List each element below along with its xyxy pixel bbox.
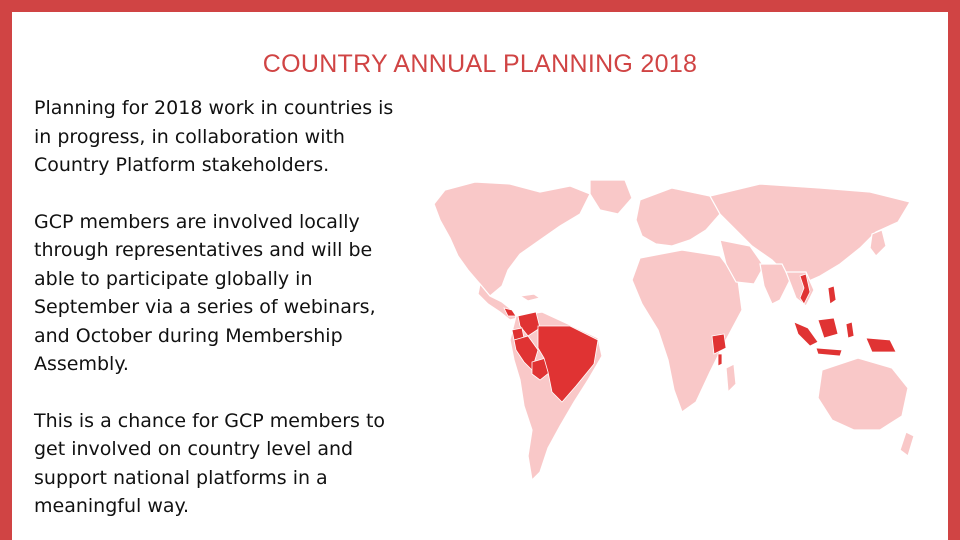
country-indonesia-borneo: [818, 318, 838, 338]
caribbean: [520, 294, 540, 301]
country-indonesia-java: [816, 348, 842, 356]
paragraph-planning: Planning for 2018 work in countries is in progress, in collaboration with Country Platform stakeholders.: [34, 97, 394, 176]
new-zealand: [900, 432, 914, 456]
paragraph-members: GCP members are involved locally through representatives and will be able to participate globally in September via a series of webinars, and October during Membership Assembly.: [34, 210, 376, 375]
north-america: [434, 182, 590, 296]
japan: [870, 230, 886, 256]
greenland: [590, 180, 632, 214]
africa: [632, 250, 742, 412]
slide: [12, 12, 948, 540]
country-malawi: [718, 354, 722, 366]
slide-title: COUNTRY ANNUAL PLANNING 2018: [262, 50, 698, 78]
country-indonesia-sulawesi: [846, 322, 854, 338]
country-papua: [866, 338, 896, 352]
slide-body: [34, 94, 394, 540]
europe: [636, 188, 720, 246]
country-tanzania: [712, 334, 726, 354]
country-indonesia-sumatra: [794, 322, 818, 346]
india: [760, 264, 790, 304]
world-map-icon: [420, 180, 922, 500]
madagascar: [726, 364, 736, 392]
country-philippines: [828, 286, 836, 304]
australia: [818, 358, 908, 430]
paragraph-chance: This is a chance for GCP members to get involved on country level and support national platforms in a meaningful way.: [34, 409, 386, 517]
